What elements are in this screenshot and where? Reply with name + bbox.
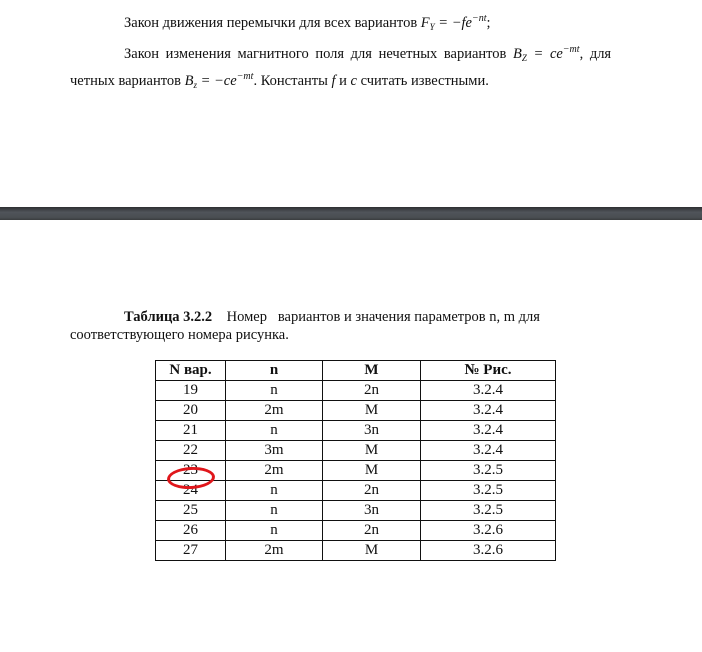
table-cell: 3.2.5	[421, 481, 556, 501]
formula: B	[513, 46, 522, 62]
formula: F	[420, 15, 430, 31]
table-cell: 2m	[226, 541, 323, 561]
table-cell: 22	[156, 441, 226, 461]
table-cell: M	[323, 541, 421, 561]
text: , для	[579, 46, 612, 62]
table-cell: 3n	[323, 421, 421, 441]
table-caption	[124, 309, 540, 326]
table-cell: 3.2.6	[421, 521, 556, 541]
table-cell: n	[226, 521, 323, 541]
table-cell: 3.2.5	[421, 501, 556, 521]
table-cell: 3.2.4	[421, 421, 556, 441]
table-cell: 3.2.5	[421, 461, 556, 481]
parameters-table	[155, 360, 556, 561]
formula: Y	[429, 22, 435, 32]
formula: = ce	[526, 46, 563, 62]
table-cell: n	[226, 381, 323, 401]
formula: z	[193, 80, 197, 90]
caption-label: Таблица 3.2.2	[124, 309, 213, 325]
text: f	[331, 73, 336, 89]
table-row	[156, 441, 556, 461]
table-cell: 2m	[226, 401, 323, 421]
table-cell: 25	[156, 501, 226, 521]
table-cell: 3.2.4	[421, 401, 556, 421]
table-cell: 3m	[226, 441, 323, 461]
table-row	[156, 421, 556, 441]
caption-text: Номер вариантов и значения параметров n, m для	[212, 309, 540, 325]
table-cell: 3n	[323, 501, 421, 521]
table-cell: 20	[156, 401, 226, 421]
column-header: n	[226, 361, 323, 381]
magnetic-field-line	[124, 44, 611, 63]
text: . Константы	[253, 73, 332, 89]
text: считать известными.	[356, 73, 489, 89]
caption-text-line2: соответствующего номера рисунка.	[70, 327, 289, 343]
law-of-motion-line	[124, 13, 491, 32]
table-row	[156, 481, 556, 501]
table-cell: 2n	[323, 381, 421, 401]
column-header: M	[323, 361, 421, 381]
table-cell: 27	[156, 541, 226, 561]
even-variants-line	[70, 71, 489, 90]
formula: −mt	[236, 71, 254, 82]
text: c	[350, 73, 357, 89]
table-cell: 24	[156, 481, 226, 501]
formula: = −fe	[434, 15, 472, 31]
table-row	[156, 461, 556, 481]
formula: = −ce	[196, 73, 237, 89]
text: Закон изменения магнитного поля для нечетных вариантов	[124, 46, 507, 62]
table-cell: M	[323, 461, 421, 481]
table-cell: 3.2.4	[421, 441, 556, 461]
table-row	[156, 521, 556, 541]
table-row	[156, 541, 556, 561]
table-row	[156, 401, 556, 421]
table-cell: M	[323, 441, 421, 461]
table-cell: n	[226, 481, 323, 501]
column-header: № Рис.	[421, 361, 556, 381]
table-cell: 3.2.4	[421, 381, 556, 401]
table-cell: 3.2.6	[421, 541, 556, 561]
text: Закон движения перемычки для всех вариантов	[124, 15, 418, 31]
formula: Z	[521, 53, 527, 63]
table-cell: 23	[156, 461, 226, 481]
page-separator	[0, 207, 702, 220]
column-header: N вар.	[156, 361, 226, 381]
table-cell: n	[226, 501, 323, 521]
table-cell: 2n	[323, 481, 421, 501]
table-row	[156, 381, 556, 401]
text: и	[335, 73, 351, 89]
table-cell: 2n	[323, 521, 421, 541]
table-cell: 19	[156, 381, 226, 401]
table-cell: 21	[156, 421, 226, 441]
formula: B	[184, 73, 194, 89]
table-row	[156, 501, 556, 521]
table-cell: n	[226, 421, 323, 441]
text: четных вариантов	[70, 73, 181, 89]
formula: −nt	[471, 13, 487, 24]
table-cell: M	[323, 401, 421, 421]
formula: −mt	[562, 44, 580, 55]
table-cell: 26	[156, 521, 226, 541]
text: ;	[486, 15, 491, 31]
table-cell: 2m	[226, 461, 323, 481]
